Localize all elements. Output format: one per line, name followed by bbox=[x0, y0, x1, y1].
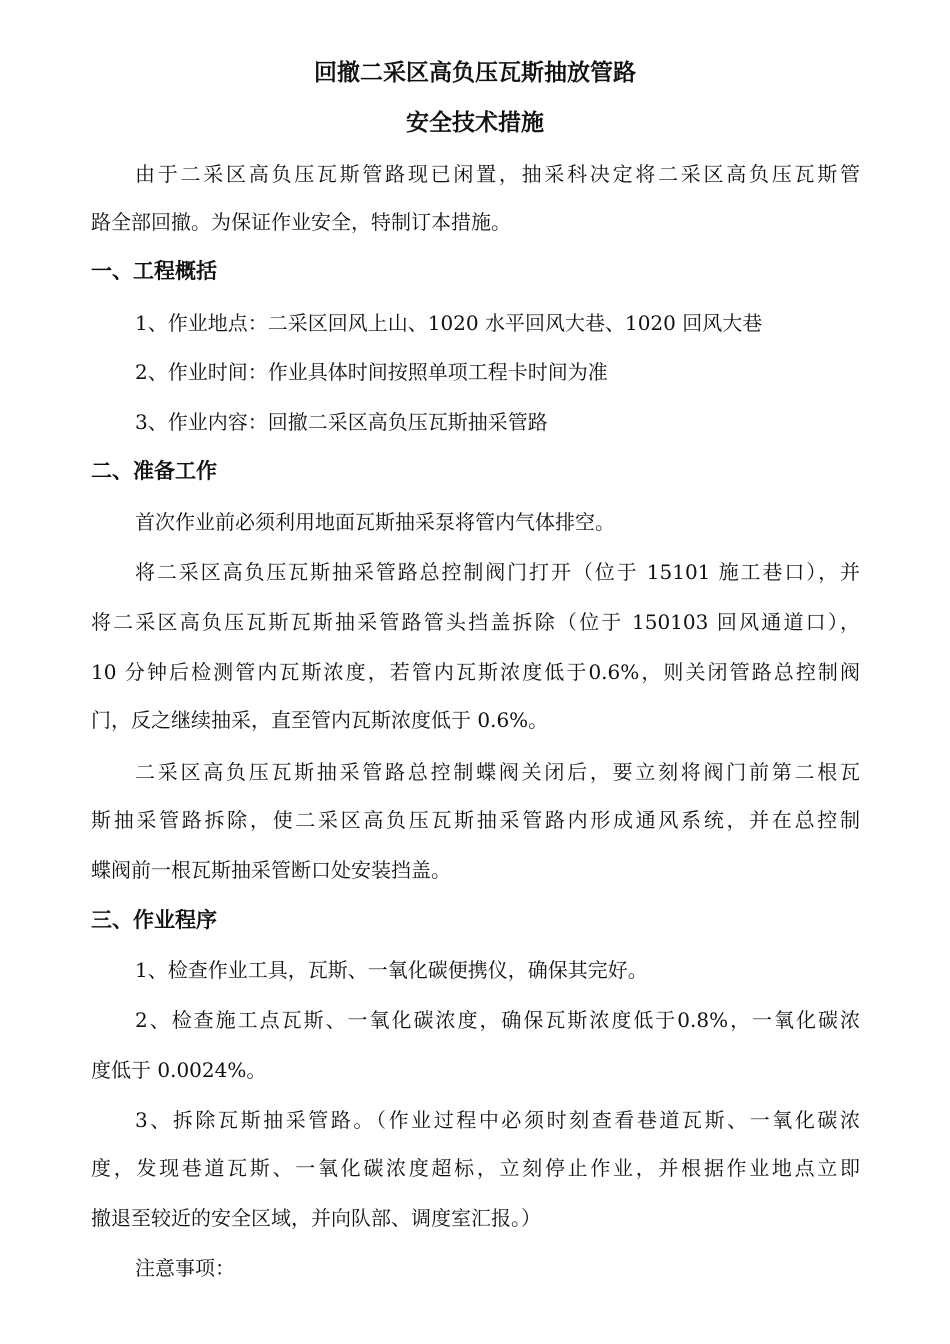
preparation-paragraph-line: 斯抽采管路拆除，使二采区高负压瓦斯抽采管路内形成通风系统，并在总控制 bbox=[91, 808, 860, 832]
preparation-paragraph-line: 将二采区高负压瓦斯瓦斯抽采管路管头挡盖拆除（位于 150103 回风通道口）， bbox=[91, 610, 860, 634]
procedure-step-2-line: 度低于 0.0024%。 bbox=[91, 1058, 267, 1082]
preparation-paragraph-line: 蝶阀前一根瓦斯抽采管断口处安装挡盖。 bbox=[91, 858, 451, 882]
intro-line: 由于二采区高负压瓦斯管路现已闲置，抽采科决定将二采区高负压瓦斯管 bbox=[135, 162, 860, 186]
document-subtitle: 安全技术措施 bbox=[406, 110, 544, 136]
overview-item-content: 3、作业内容：回撤二采区高负压瓦斯抽采管路 bbox=[135, 410, 548, 434]
overview-item-time: 2、作业时间：作业具体时间按照单项工程卡时间为准 bbox=[135, 360, 608, 384]
procedure-step-3-line: 撤退至较近的安全区域，并向队部、调度室汇报。） bbox=[91, 1206, 541, 1230]
preparation-paragraph: 首次作业前必须利用地面瓦斯抽采泵将管内气体排空。 bbox=[135, 510, 615, 534]
procedure-step-1: 1、检查作业工具，瓦斯、一氧化碳便携仪，确保其完好。 bbox=[135, 958, 648, 982]
preparation-paragraph-line: 二采区高负压瓦斯抽采管路总控制蝶阀关闭后，要立刻将阀门前第二根瓦 bbox=[135, 760, 860, 784]
procedure-step-2-line: 2、检查施工点瓦斯、一氧化碳浓度，确保瓦斯浓度低于0.8%，一氧化碳浓 bbox=[135, 1008, 860, 1032]
overview-item-location: 1、作业地点：二采区回风上山、1020 水平回风大巷、1020 回风大巷 bbox=[135, 311, 763, 335]
notes-label: 注意事项： bbox=[135, 1256, 235, 1280]
document-title: 回撤二采区高负压瓦斯抽放管路 bbox=[314, 60, 636, 86]
section-heading-preparation: 二、准备工作 bbox=[91, 459, 217, 483]
intro-line: 路全部回撤。为保证作业安全，特制订本措施。 bbox=[91, 210, 511, 234]
preparation-paragraph-line: 门，反之继续抽采，直至管内瓦斯浓度低于 0.6%。 bbox=[91, 708, 549, 732]
preparation-paragraph-line: 10 分钟后检测管内瓦斯浓度，若管内瓦斯浓度低于0.6%，则关闭管路总控制阀 bbox=[91, 660, 860, 684]
preparation-paragraph-line: 将二采区高负压瓦斯抽采管路总控制阀门打开（位于 15101 施工巷口），并 bbox=[135, 560, 860, 584]
procedure-step-3-line: 度，发现巷道瓦斯、一氧化碳浓度超标，立刻停止作业，并根据作业地点立即 bbox=[91, 1156, 860, 1180]
section-heading-overview: 一、工程概括 bbox=[91, 259, 217, 283]
section-heading-procedure: 三、作业程序 bbox=[91, 908, 217, 932]
procedure-step-3-line: 3、拆除瓦斯抽采管路。（作业过程中必须时刻查看巷道瓦斯、一氧化碳浓 bbox=[135, 1108, 860, 1132]
